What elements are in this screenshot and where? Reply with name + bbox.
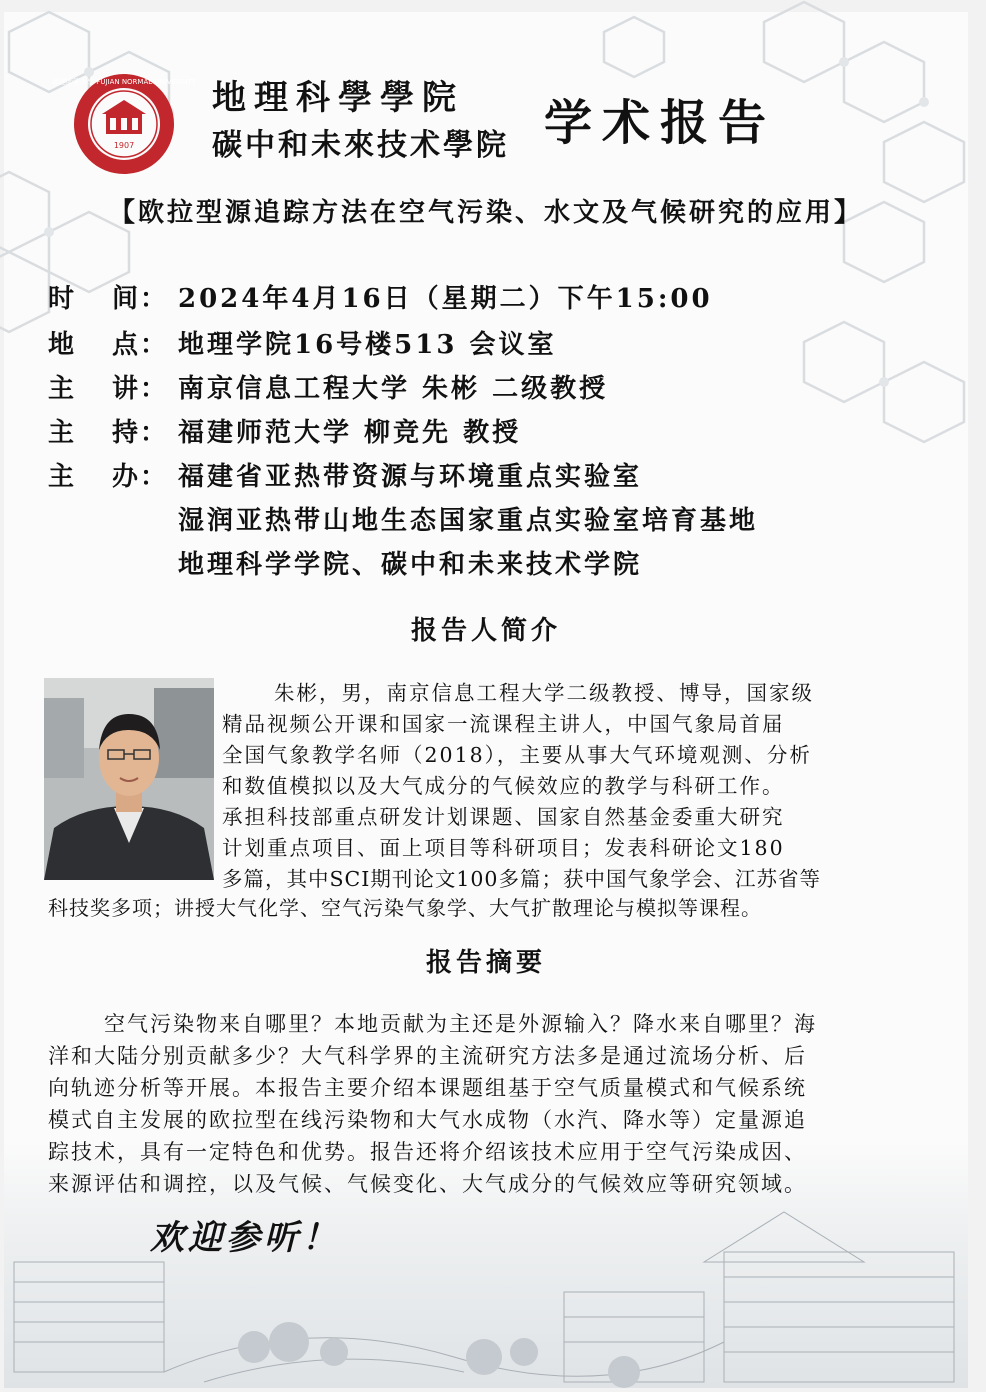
- bio-line-8: 科技奖多项；讲授大气化学、空气污染气象学、大气扩散理论与模拟等课程。: [48, 896, 762, 920]
- info-value-organizer-2: 湿润亚热带山地生态国家重点实验室培育基地: [178, 506, 759, 536]
- info-value-organizer-3: 地理科学学院、碳中和未来技术学院: [178, 550, 643, 580]
- abstract-line-5: 踪技术，具有一定特色和优势。报告还将介绍该技术应用于空气污染成因、: [48, 1140, 807, 1164]
- speaker-photo: [44, 678, 214, 880]
- info-label-host: 主 持：: [48, 418, 169, 448]
- bio-heading: 报告人简介: [410, 616, 561, 646]
- bio-line-5: 承担科技部重点研发计划课题、国家自然基金委重大研究: [222, 805, 785, 829]
- info-row-host: [48, 412, 521, 449]
- info-row-time: [48, 278, 713, 315]
- abstract-line-1: 空气污染物来自哪里？本地贡献为主还是外源输入？降水来自哪里？海: [104, 1012, 817, 1036]
- info-label-time: 时 间：: [48, 284, 169, 314]
- abstract-line-6: 来源评估和调控，以及气候、气候变化、大气成分的气候效应等研究领域。: [48, 1172, 807, 1196]
- info-label-place: 地 点：: [48, 330, 169, 360]
- info-value-time: 2024年4月16日（星期二）下午15:00: [178, 284, 713, 314]
- school-name-line1: 地理科學學院: [212, 78, 464, 118]
- info-label-speaker: 主 讲：: [48, 374, 169, 404]
- info-label-organizer: 主 办：: [48, 462, 169, 492]
- info-row-organizer: [48, 456, 642, 493]
- info-value-organizer-1: 福建省亚热带资源与环境重点实验室: [178, 462, 643, 492]
- bio-line-2: 精品视频公开课和国家一流课程主讲人，中国气象局首届: [222, 712, 785, 736]
- info-value-place: 地理学院16号楼513 会议室: [178, 330, 557, 360]
- university-logo-seal: [52, 72, 196, 176]
- info-row-place: [48, 324, 557, 361]
- info-value-speaker: 南京信息工程大学 朱彬 二级教授: [178, 374, 609, 404]
- talk-title: 【欧拉型源追踪方法在空气污染、水文及气候研究的应用】: [108, 198, 863, 228]
- report-type-title: 学术报告: [544, 95, 777, 151]
- abstract-heading: 报告摘要: [425, 948, 546, 978]
- abstract-line-3: 向轨迹分析等开展。本报告主要介绍本课题组基于空气质量模式和气候系统: [48, 1076, 807, 1100]
- bio-line-3: 全国气象教学名师（2018），主要从事大气环境观测、分析: [222, 743, 812, 767]
- abstract-line-2: 洋和大陆分别贡献多少？大气科学界的主流研究方法多是通过流场分析、后: [48, 1044, 807, 1068]
- bio-line-4: 和数值模拟以及大气成分的气候效应的教学与科研工作。: [222, 774, 785, 798]
- school-name-line2: 碳中和未來技术學院: [212, 128, 509, 163]
- bio-line-1: 朱彬，男，南京信息工程大学二级教授、博导，国家级: [274, 681, 814, 705]
- abstract-line-4: 模式自主发展的欧拉型在线污染物和大气水成物（水汽、降水等）定量源追: [48, 1108, 807, 1132]
- bio-line-7: 多篇，其中SCI期刊论文100多篇；获中国气象学会、江苏省等: [222, 867, 821, 891]
- svg-text:1907: 1907: [113, 141, 135, 150]
- poster: [4, 12, 968, 1388]
- svg-text:福建師範大學 FUJIAN NORMAL UNIVERSIT: 福建師範大學 FUJIAN NORMAL UNIVERSITY: [52, 78, 196, 86]
- info-row-speaker: [48, 368, 608, 405]
- info-value-host: 福建师范大学 柳竞先 教授: [178, 418, 522, 448]
- welcome-text: 欢迎参听！: [150, 1218, 340, 1258]
- bio-line-6: 计划重点项目、面上项目等科研项目；发表科研论文180: [222, 836, 785, 860]
